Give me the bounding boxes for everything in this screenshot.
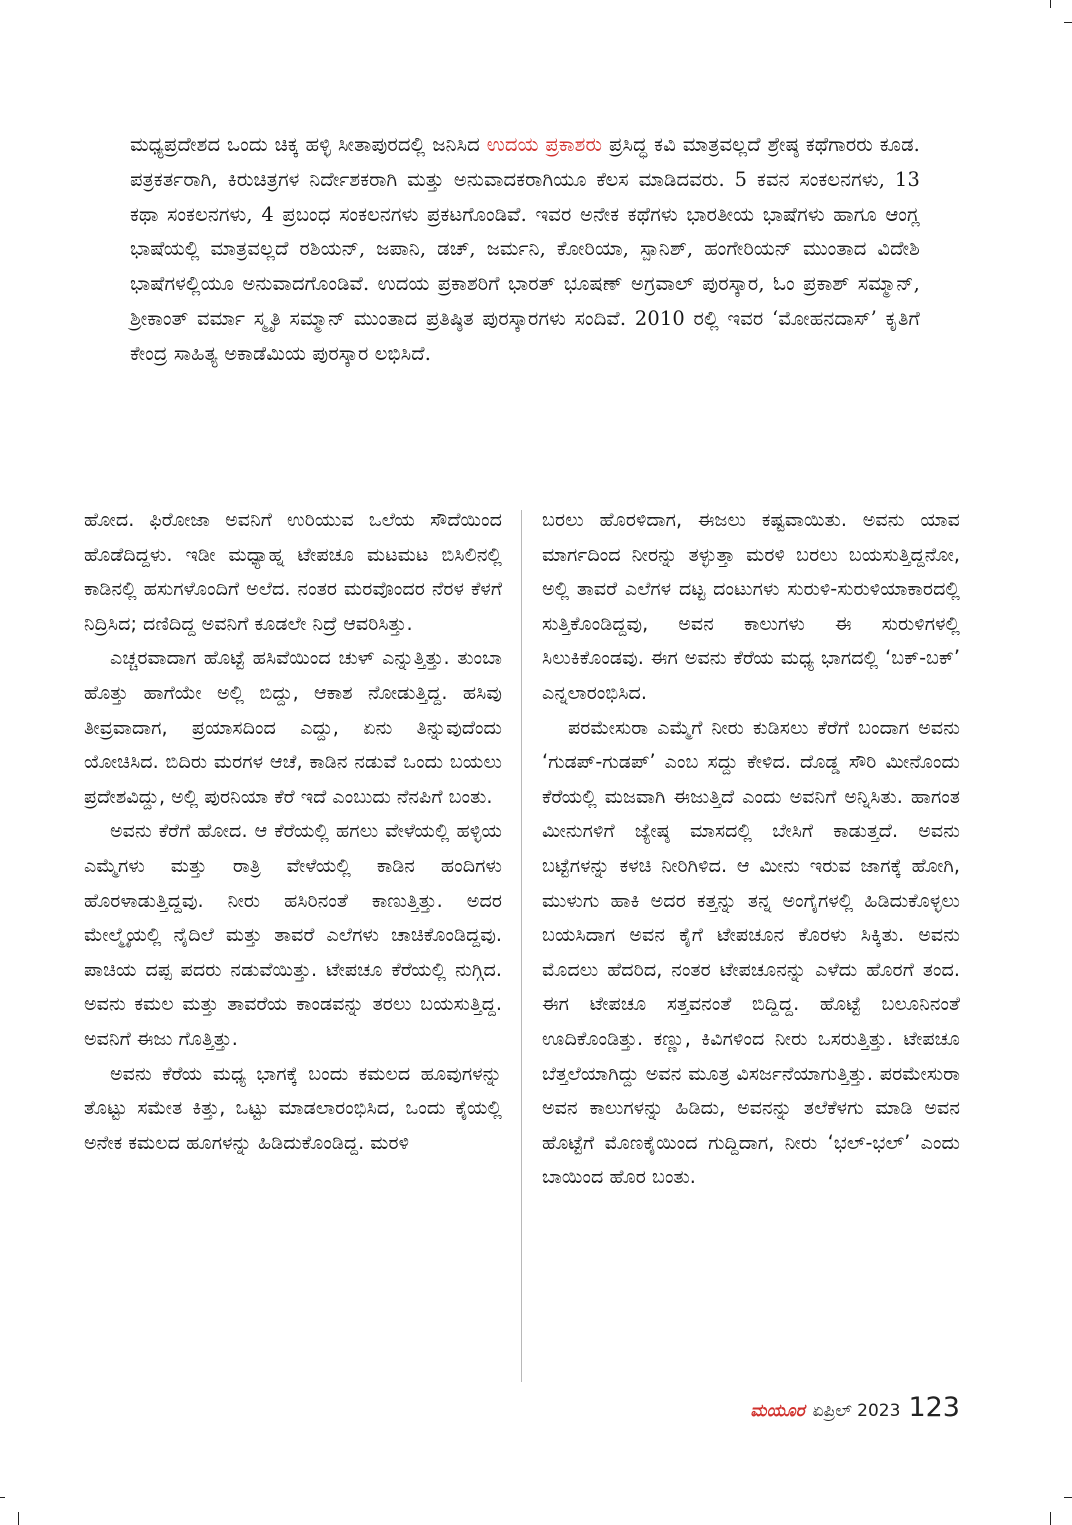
crop-mark <box>1050 0 1051 8</box>
crop-mark <box>18 1512 19 1525</box>
author-bio <box>130 128 920 372</box>
magazine-logo: ಮಯೂರ <box>750 1401 805 1421</box>
column-left <box>84 503 502 1160</box>
paragraph: ಹೋದ. ಫಿರೋಜಾ ಅವನಿಗೆ ಉರಿಯುವ ಒಲೆಯ ಸೌದೆಯಿಂದ ಹೊಡೆದಿದ್ದಳು. ಇಡೀ ಮಧ್ಯಾಹ್ನ ಟೇಪಚೂ ಮಟಮಟ ಬಿಸಿಲಿನಲ್ಲಿ ಕಾಡಿನಲ್ಲಿ ಹಸುಗಳೊಂದಿಗೆ ಅಲೆದ. ನಂತರ ಮರವೊಂದರ ನೆರಳ ಕೆಳಗೆ ನಿದ್ರಿಸಿದ; ದಣಿದಿದ್ದ ಅವನಿಗೆ ಕೂಡಲೇ ನಿದ್ರೆ ಆವರಿಸಿತ್ತು. <box>84 508 502 635</box>
page-number: 123 <box>908 1392 960 1423</box>
issue-date: ಏಪ್ರಿಲ್ 2023 <box>812 1401 901 1421</box>
paragraph: ಬರಲು ಹೊರಳಿದಾಗ, ಈಜಲು ಕಷ್ಟವಾಯಿತು. ಅವನು ಯಾವ ಮಾರ್ಗದಿಂದ ನೀರನ್ನು ತಳ್ಳುತ್ತಾ ಮರಳಿ ಬರಲು ಬಯಸುತ್ತಿದ್ದನೋ, ಅಲ್ಲಿ ತಾವರೆ ಎಲೆಗಳ ದಟ್ಟ ದಂಟುಗಳು ಸುರುಳಿ-ಸುರುಳಿಯಾಕಾರದಲ್ಲಿ ಸುತ್ತಿಕೊಂಡಿದ್ದವು, ಅವನ ಕಾಲುಗಳು ಈ ಸುರುಳಿಗಳಲ್ಲಿ ಸಿಲುಕಿಕೊಂಡವು. ಈಗ ಅವನು ಕೆರೆಯ ಮಧ್ಯ ಭಾಗದಲ್ಲಿ ‘ಬಕ್-ಬಕ್’ ಎನ್ನಲಾರಂಭಿಸಿದ. <box>542 508 960 704</box>
crop-mark <box>1064 1497 1072 1498</box>
bio-text-after: ಪ್ರಸಿದ್ಧ ಕವಿ ಮಾತ್ರವಲ್ಲದೆ ಶ್ರೇಷ್ಠ ಕಥೆಗಾರರು ಕೂಡ. ಪತ್ರಕರ್ತರಾಗಿ, ಕಿರುಚಿತ್ರಗಳ ನಿರ್ದೇಶಕರಾಗಿ ಮತ್ತು ಅನುವಾದಕರಾಗಿಯೂ ಕೆಲಸ ಮಾಡಿದವರು. 5 ಕವನ ಸಂಕಲನಗಳು, 13 ಕಥಾ ಸಂಕಲನಗಳು, 4 ಪ್ರಬಂಧ ಸಂಕಲನಗಳು ಪ್ರಕಟಗೊಂಡಿವೆ. ಇವರ ಅನೇಕ ಕಥೆಗಳು ಭಾರತೀಯ ಭಾಷೆಗಳು ಹಾಗೂ ಆಂಗ್ಲ ಭಾಷೆಯಲ್ಲಿ ಮಾತ್ರವಲ್ಲದೆ ರಶಿಯನ್, ಜಪಾನಿ, ಡಚ್, ಜರ್ಮನಿ, ಕೋರಿಯಾ, ಸ್ಪಾನಿಶ್, ಹಂಗೇರಿಯನ್ ಮುಂತಾದ ವಿದೇಶಿ ಭಾಷೆಗಳಲ್ಲಿಯೂ ಅನುವಾದಗೊಂಡಿವೆ. ಉದಯ ಪ್ರಕಾಶರಿಗೆ ಭಾರತ್ ಭೂಷಣ್ ಅಗ್ರವಾಲ್ ಪುರಸ್ಕಾರ, ಓಂ ಪ್ರಕಾಶ್ ಸಮ್ಮಾನ್, ಶ್ರೀಕಾಂತ್ ವರ್ಮಾ ಸ್ಮೃತಿ ಸಮ್ಮಾನ್ ಮುಂತಾದ ಪ್ರತಿಷ್ಠಿತ ಪುರಸ್ಕಾರಗಳು ಸಂದಿವೆ. 2010 ರಲ್ಲಿ ಇವರ ‘ಮೋಹನದಾಸ್’ ಕೃತಿಗೆ ಕೇಂದ್ರ ಸಾಹಿತ್ಯ ಅಕಾಡೆಮಿಯ ಪುರಸ್ಕಾರ ಲಭಿಸಿದೆ. <box>130 133 921 365</box>
crop-mark <box>1064 22 1072 23</box>
crop-mark <box>1050 1512 1051 1525</box>
column-divider <box>521 510 522 1382</box>
bio-text-before: ಮಧ್ಯಪ್ರದೇಶದ ಒಂದು ಚಿಕ್ಕ ಹಳ್ಳಿ ಸೀತಾಪುರದಲ್ಲಿ ಜನಿಸಿದ <box>130 133 487 156</box>
paragraph: ಅವನು ಕೆರೆಯ ಮಧ್ಯ ಭಾಗಕ್ಕೆ ಬಂದು ಕಮಲದ ಹೂವುಗಳನ್ನು ತೊಟ್ಟು ಸಮೇತ ಕಿತ್ತು, ಒಟ್ಟು ಮಾಡಲಾರಂಭಿಸಿದ, ಒಂದು ಕೈಯಲ್ಲಿ ಅನೇಕ ಕಮಲದ ಹೂಗಳನ್ನು ಹಿಡಿದುಕೊಂಡಿದ್ದ. ಮರಳಿ <box>84 1061 502 1154</box>
page-footer <box>750 1392 960 1423</box>
crop-mark <box>0 1497 5 1498</box>
author-name-highlight: ಉದಯ ಪ್ರಕಾಶರು <box>486 133 603 156</box>
paragraph: ಎಚ್ಚರವಾದಾಗ ಹೊಟ್ಟೆ ಹಸಿವೆಯಿಂದ ಚುಳ್ ಎನ್ನುತ್ತಿತ್ತು. ತುಂಬಾ ಹೊತ್ತು ಹಾಗೆಯೇ ಅಲ್ಲಿ ಬಿದ್ದು, ಆಕಾಶ ನೋಡುತ್ತಿದ್ದ. ಹಸಿವು ತೀವ್ರವಾದಾಗ, ಪ್ರಯಾಸದಿಂದ ಎದ್ದು, ಏನು ತಿನ್ನುವುದೆಂದು ಯೋಚಿಸಿದ. ಬಿದಿರು ಮರಗಳ ಆಚೆ, ಕಾಡಿನ ನಡುವೆ ಒಂದು ಬಯಲು ಪ್ರದೇಶವಿದ್ದು, ಅಲ್ಲಿ ಪುರನಿಯಾ ಕೆರೆ ಇದೆ ಎಂಬುದು ನೆನಪಿಗೆ ಬಂತು. <box>84 646 502 808</box>
paragraph: ಅವನು ಕೆರೆಗೆ ಹೋದ. ಆ ಕೆರೆಯಲ್ಲಿ ಹಗಲು ವೇಳೆಯಲ್ಲಿ ಹಳ್ಳಿಯ ಎಮ್ಮೆಗಳು ಮತ್ತು ರಾತ್ರಿ ವೇಳೆಯಲ್ಲಿ ಕಾಡಿನ ಹಂದಿಗಳು ಹೊರಳಾಡುತ್ತಿದ್ದವು. ನೀರು ಹಸಿರಿನಂತೆ ಕಾಣುತ್ತಿತ್ತು. ಅದರ ಮೇಲ್ಮೈಯಲ್ಲಿ ನೈದಿಲೆ ಮತ್ತು ತಾವರೆ ಎಲೆಗಳು ಚಾಚಿಕೊಂಡಿದ್ದವು. ಪಾಚಿಯ ದಪ್ಪ ಪದರು ನಡುವೆಯಿತ್ತು. ಟೇಪಚೂ ಕೆರೆಯಲ್ಲಿ ನುಗ್ಗಿದ. ಅವನು ಕಮಲ ಮತ್ತು ತಾವರೆಯ ಕಾಂಡವನ್ನು ತರಲು ಬಯಸುತ್ತಿದ್ದ. ಅವನಿಗೆ ಈಜು ಗೊತ್ತಿತ್ತು. <box>84 819 502 1050</box>
paragraph: ಪರಮೇಸುರಾ ಎಮ್ಮೆಗೆ ನೀರು ಕುಡಿಸಲು ಕೆರೆಗೆ ಬಂದಾಗ ಅವನು ‘ಗುಡಪ್-ಗುಡಪ್’ ಎಂಬ ಸದ್ದು ಕೇಳಿದ. ದೊಡ್ಡ ಸೌರಿ ಮೀನೊಂದು ಕೆರೆಯಲ್ಲಿ ಮಜವಾಗಿ ಈಜುತ್ತಿದೆ ಎಂದು ಅವನಿಗೆ ಅನ್ನಿಸಿತು. ಹಾಗಂತ ಮೀನುಗಳಿಗೆ ಜ್ಯೇಷ್ಠ ಮಾಸದಲ್ಲಿ ಬೇಸಿಗೆ ಕಾಡುತ್ತದೆ. ಅವನು ಬಟ್ಟೆಗಳನ್ನು ಕಳಚಿ ನೀರಿಗಿಳಿದ. ಆ ಮೀನು ಇರುವ ಜಾಗಕ್ಕೆ ಹೋಗಿ, ಮುಳುಗು ಹಾಕಿ ಅದರ ಕತ್ತನ್ನು ತನ್ನ ಅಂಗೈಗಳಲ್ಲಿ ಹಿಡಿದುಕೊಳ್ಳಲು ಬಯಸಿದಾಗ ಅವನ ಕೈಗೆ ಟೇಪಚೂನ ಕೊರಳು ಸಿಕ್ಕಿತು. ಅವನು ಮೊದಲು ಹೆದರಿದ, ನಂತರ ಟೇಪಚೂನನ್ನು ಎಳೆದು ಹೊರಗೆ ತಂದ. ಈಗ ಟೇಪಚೂ ಸತ್ತವನಂತೆ ಬಿದ್ದಿದ್ದ. ಹೊಟ್ಟೆ ಬಲೂನಿನಂತೆ ಊದಿಕೊಂಡಿತ್ತು. ಕಣ್ಣು, ಕಿವಿಗಳಿಂದ ನೀರು ಒಸರುತ್ತಿತ್ತು. ಟೇಪಚೂ ಬೆತ್ತಲೆಯಾಗಿದ್ದು ಅವನ ಮೂತ್ರ ವಿಸರ್ಜನೆಯಾಗುತ್ತಿತ್ತು. ಪರಮೇಸುರಾ ಅವನ ಕಾಲುಗಳನ್ನು ಹಿಡಿದು, ಅವನನ್ನು ತಲೆಕೆಳಗು ಮಾಡಿ ಅವನ ಹೊಟ್ಟೆಗೆ ಮೊಣಕೈಯಿಂದ ಗುದ್ದಿದಾಗ, ನೀರು ‘ಭಲ್-ಭಲ್’ ಎಂದು ಬಾಯಿಂದ ಹೊರ ಬಂತು. <box>542 715 960 1189</box>
column-right <box>542 503 960 1195</box>
